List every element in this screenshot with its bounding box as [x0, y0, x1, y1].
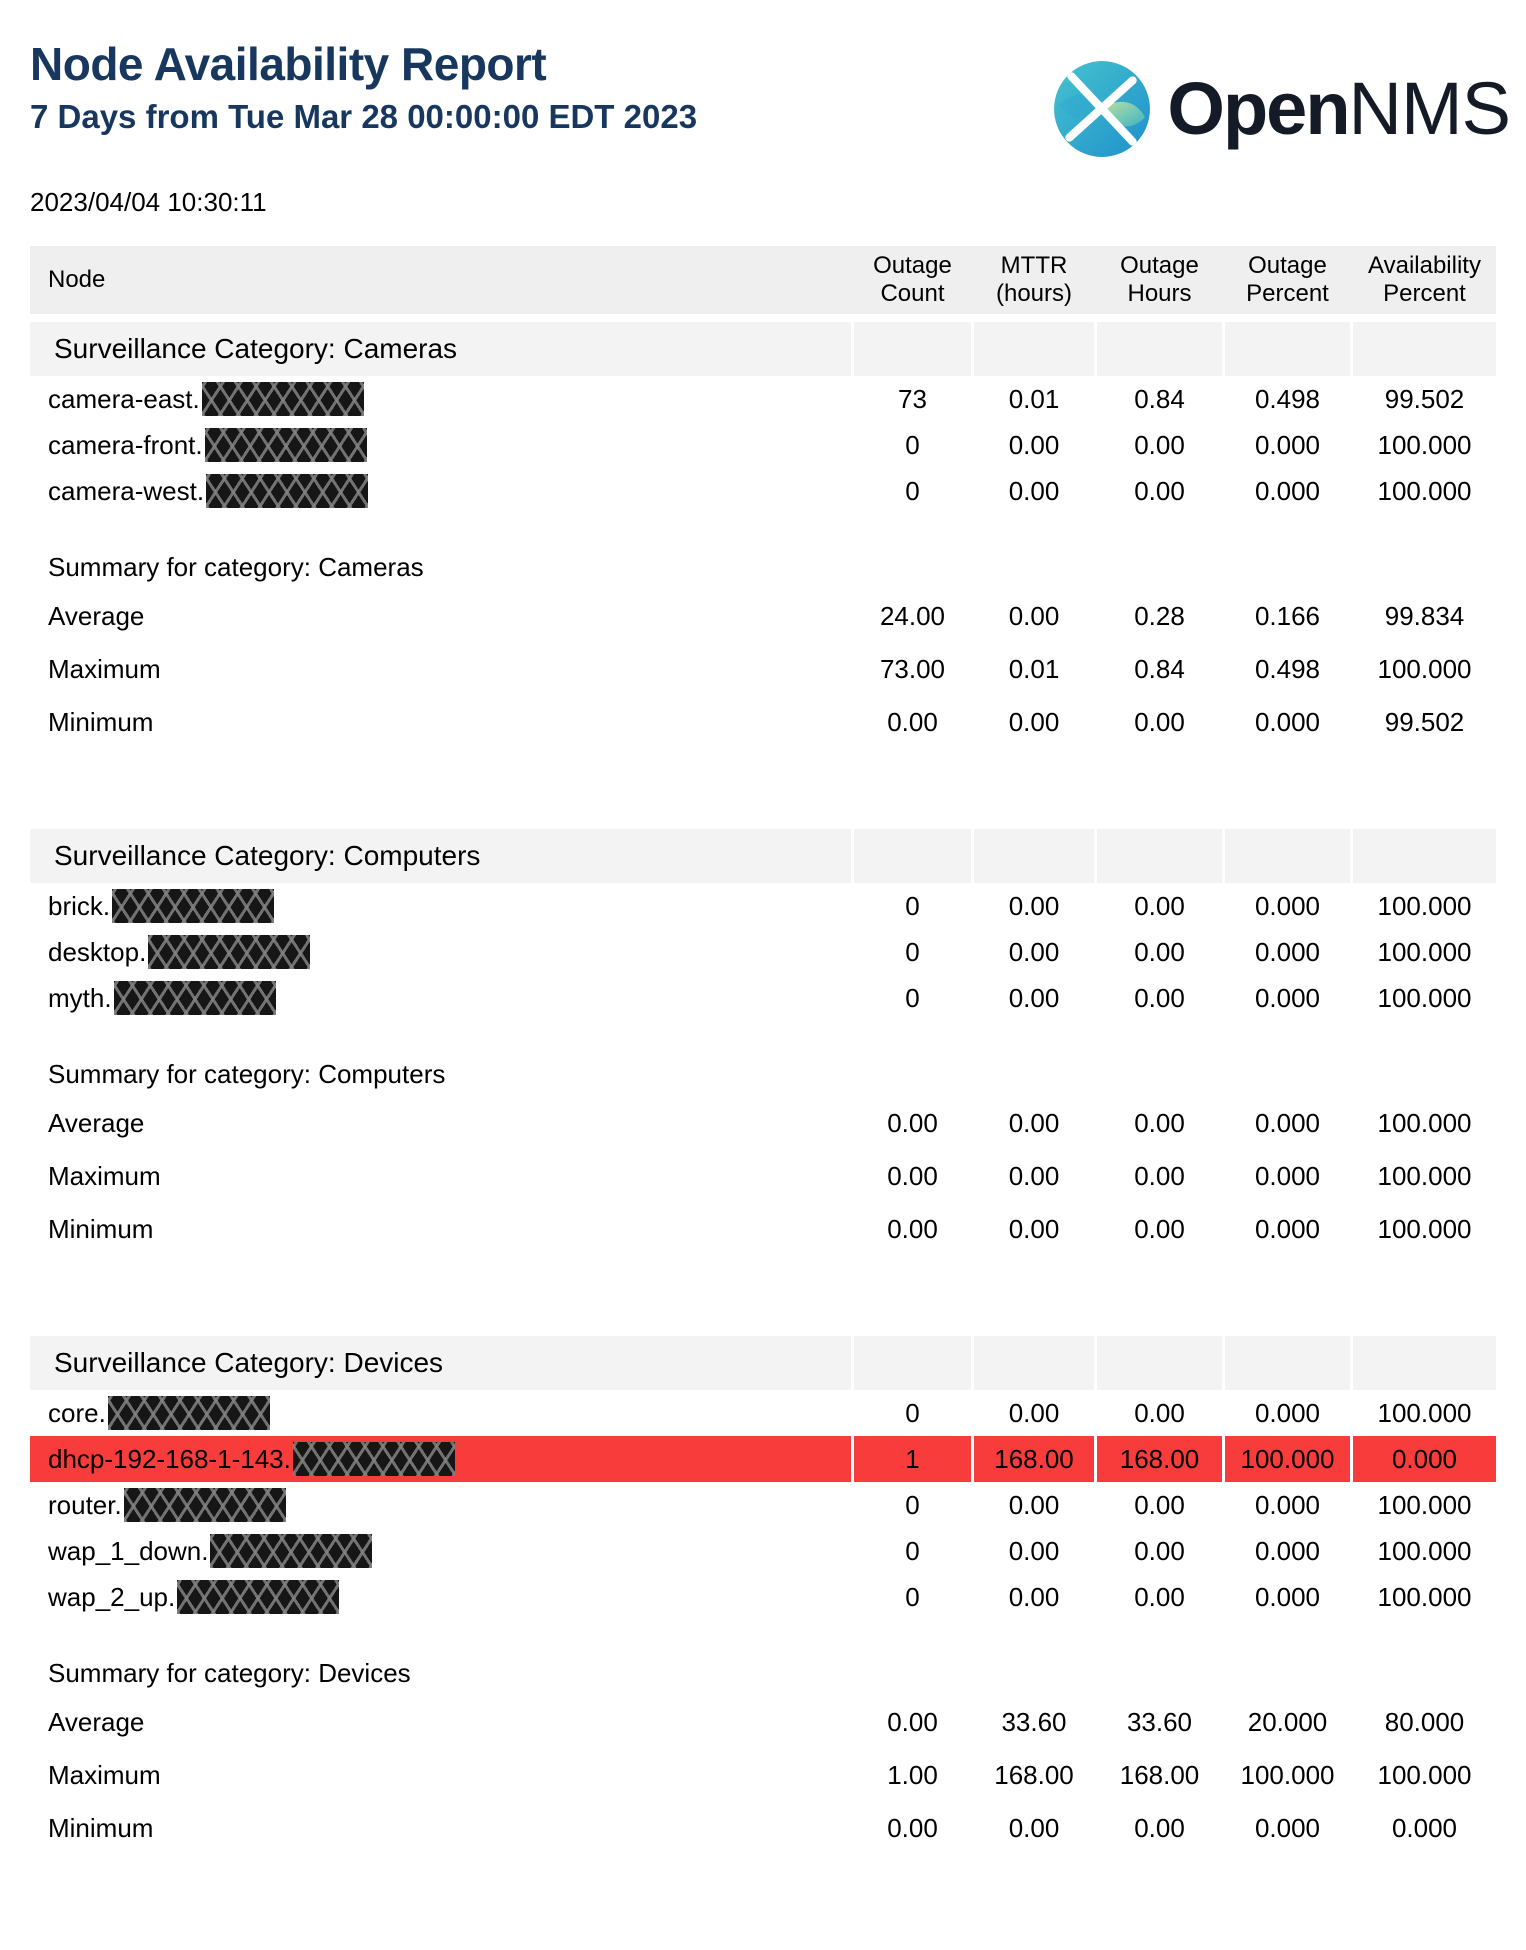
redacted-text	[114, 981, 276, 1015]
table-sections	[30, 322, 1496, 1855]
cell-value: 168.00	[1097, 1436, 1222, 1482]
cell-value: 0.00	[1134, 982, 1185, 1013]
node-name: router.	[48, 1489, 122, 1520]
column-header-outage-percent: Outage Percent	[1246, 252, 1329, 308]
opennms-logo	[1051, 58, 1510, 160]
cell-value: 0.00	[1008, 982, 1060, 1013]
availability-table	[30, 246, 1496, 1855]
redacted-text	[205, 428, 367, 462]
summary-label-row	[30, 1051, 1496, 1097]
cell-value: 0.00	[1134, 475, 1185, 506]
node-name: brick.	[48, 890, 111, 921]
surveillance-category-section	[30, 1336, 1496, 1855]
node-row	[30, 468, 1496, 514]
node-row	[30, 883, 1496, 929]
cell-value: 0.000	[1254, 936, 1321, 967]
cell-value: 100.000	[1240, 1760, 1335, 1791]
cell-value: 0.01	[1008, 383, 1060, 414]
cell-value: 0.00	[887, 1108, 938, 1139]
summary-row	[30, 696, 1496, 749]
cell-value: 0	[905, 890, 920, 921]
node-name: dhcp-192-168-1-143.	[48, 1443, 291, 1474]
summary-label: Summary for category: Devices	[48, 1657, 411, 1688]
cell-value: 0.000	[1254, 1161, 1321, 1192]
cell-value: 0	[905, 936, 920, 967]
summary-rows	[30, 590, 1496, 749]
table-header-row	[30, 246, 1496, 314]
node-name: camera-front.	[48, 429, 203, 460]
summary-row-label: Minimum	[48, 1214, 154, 1245]
cell-value: 0.00	[1008, 1813, 1060, 1844]
category-label: Surveillance Category: Cameras	[30, 322, 851, 376]
cell-value: 0.498	[1254, 654, 1321, 685]
cell-value: 168.00	[994, 1760, 1074, 1791]
cell-value: 0.000	[1254, 475, 1321, 506]
cell-value: 0.000	[1353, 1436, 1496, 1482]
node-row	[30, 1574, 1496, 1620]
cell-value: 100.000	[1377, 1397, 1472, 1428]
node-name: wap_1_down.	[48, 1535, 209, 1566]
report-period-subtitle: 7 Days from Tue Mar 28 00:00:00 EDT 2023	[30, 97, 698, 135]
summary-row	[30, 1802, 1496, 1855]
cell-value: 0.00	[1008, 1489, 1060, 1520]
cell-value: 0.000	[1254, 1581, 1321, 1612]
cell-value: 0.00	[1008, 1535, 1060, 1566]
surveillance-category-section	[30, 829, 1496, 1256]
cell-value: 168.00	[974, 1436, 1094, 1482]
redacted-text	[177, 1580, 339, 1614]
cell-value: 0.00	[1008, 429, 1060, 460]
cell-value: 0.00	[887, 1707, 938, 1738]
cell-value: 168.00	[1119, 1760, 1200, 1791]
cell-value: 0.00	[887, 1161, 938, 1192]
cell-value: 0.00	[1008, 1581, 1060, 1612]
cell-value: 0.000	[1254, 707, 1321, 738]
summary-label-row	[30, 544, 1496, 590]
summary-row	[30, 590, 1496, 643]
cell-value: 0.000	[1254, 1489, 1321, 1520]
cell-value: 0	[905, 1581, 920, 1612]
cell-value: 0.00	[887, 707, 938, 738]
redacted-text	[293, 1442, 455, 1476]
node-name: core.	[48, 1397, 106, 1428]
node-row	[30, 1528, 1496, 1574]
summary-row-label: Minimum	[48, 707, 154, 738]
summary-rows	[30, 1097, 1496, 1256]
summary-row	[30, 1150, 1496, 1203]
cell-value: 0.000	[1254, 1108, 1321, 1139]
cell-value: 0.00	[1008, 1161, 1060, 1192]
cell-value: 0.00	[1134, 429, 1185, 460]
category-label: Surveillance Category: Devices	[30, 1336, 851, 1390]
redacted-text	[202, 382, 364, 416]
node-name: desktop.	[48, 936, 147, 967]
redacted-text	[206, 474, 368, 508]
category-header-row	[30, 829, 1496, 883]
page-title: Node Availability Report	[30, 38, 547, 90]
cell-value: 100.000	[1377, 1760, 1472, 1791]
cell-value: 0.498	[1254, 383, 1321, 414]
cell-value: 0	[905, 429, 920, 460]
cell-value: 0.00	[887, 1214, 938, 1245]
column-header-outage-count: Outage Count	[873, 252, 952, 308]
cell-value: 99.834	[1384, 601, 1465, 632]
wordmark-nms: NMS	[1348, 67, 1510, 150]
redacted-text	[210, 1534, 372, 1568]
cell-value: 73	[898, 383, 927, 414]
redacted-text	[108, 1396, 270, 1430]
cell-value: 100.000	[1377, 475, 1472, 506]
cell-value: 0.00	[1134, 1489, 1185, 1520]
cell-value: 99.502	[1384, 383, 1465, 414]
node-rows	[30, 883, 1496, 1021]
cell-value: 0.00	[1008, 1214, 1060, 1245]
cell-value: 0.00	[1008, 601, 1060, 632]
node-row	[30, 1436, 1496, 1482]
node-row	[30, 1390, 1496, 1436]
cell-value: 100.000	[1377, 1108, 1472, 1139]
cell-value: 24.00	[879, 601, 946, 632]
node-row	[30, 975, 1496, 1021]
column-header-node: Node	[48, 266, 106, 294]
cell-value: 0.000	[1254, 1397, 1321, 1428]
cell-value: 0.000	[1254, 1813, 1321, 1844]
cell-value: 100.000	[1377, 1581, 1472, 1612]
summary-row	[30, 643, 1496, 696]
cell-value: 100.000	[1377, 890, 1472, 921]
summary-rows	[30, 1696, 1496, 1855]
cell-value: 0.84	[1134, 654, 1185, 685]
cell-value: 0.00	[1134, 1581, 1185, 1612]
cell-value: 100.000	[1377, 936, 1472, 967]
redacted-text	[124, 1488, 286, 1522]
cell-value: 33.60	[1001, 1707, 1067, 1738]
summary-row	[30, 1203, 1496, 1256]
cell-value: 100.000	[1377, 654, 1472, 685]
category-header-row	[30, 322, 1496, 376]
cell-value: 20.000	[1247, 1707, 1328, 1738]
node-name: camera-east.	[48, 383, 200, 414]
cell-value: 0	[905, 1535, 920, 1566]
cell-value: 100.000	[1377, 1161, 1472, 1192]
summary-row-label: Maximum	[48, 1760, 161, 1791]
report-generated-timestamp: 2023/04/04 10:30:11	[30, 187, 267, 218]
summary-row-label: Minimum	[48, 1813, 154, 1844]
cell-value: 0	[905, 475, 920, 506]
redacted-text	[148, 935, 310, 969]
cell-value: 0.00	[1134, 936, 1185, 967]
cell-value: 0.166	[1254, 601, 1321, 632]
node-name: wap_2_up.	[48, 1581, 176, 1612]
summary-row-label: Maximum	[48, 654, 161, 685]
cell-value: 0.00	[1134, 1813, 1185, 1844]
cell-value: 0.01	[1008, 654, 1060, 685]
cell-value: 100.000	[1377, 982, 1472, 1013]
cell-value: 0.000	[1254, 1535, 1321, 1566]
summary-row-label: Average	[48, 1108, 145, 1139]
node-row	[30, 422, 1496, 468]
summary-row	[30, 1097, 1496, 1150]
cell-value: 73.00	[879, 654, 946, 685]
redacted-text	[112, 889, 274, 923]
column-header-availability-percent: Availability Percent	[1368, 252, 1481, 308]
cell-value: 100.000	[1377, 1535, 1472, 1566]
column-header-mttr-hours: MTTR (hours)	[995, 252, 1073, 308]
cell-value: 0.00	[1134, 1108, 1185, 1139]
cell-value: 0.00	[1008, 936, 1060, 967]
cell-value: 0.00	[1134, 1214, 1185, 1245]
cell-value: 0.00	[1008, 1108, 1060, 1139]
surveillance-category-section	[30, 322, 1496, 749]
category-header-row	[30, 1336, 1496, 1390]
globe-x-icon	[1051, 58, 1153, 160]
node-name: myth.	[48, 982, 112, 1013]
summary-row-label: Maximum	[48, 1161, 161, 1192]
node-row	[30, 376, 1496, 422]
cell-value: 0.00	[1134, 1161, 1185, 1192]
cell-value: 1	[854, 1436, 971, 1482]
cell-value: 0.00	[1008, 890, 1060, 921]
node-row	[30, 1482, 1496, 1528]
cell-value: 80.000	[1384, 1707, 1465, 1738]
summary-row	[30, 1696, 1496, 1749]
node-rows	[30, 376, 1496, 514]
summary-label: Summary for category: Cameras	[48, 551, 424, 582]
node-row	[30, 929, 1496, 975]
cell-value: 0.00	[1008, 475, 1060, 506]
cell-value: 0.28	[1134, 601, 1185, 632]
cell-value: 0.00	[1134, 707, 1185, 738]
node-rows	[30, 1390, 1496, 1620]
cell-value: 0.00	[1134, 1397, 1185, 1428]
cell-value: 0.000	[1254, 890, 1321, 921]
column-header-outage-hours: Outage Hours	[1120, 252, 1199, 308]
cell-value: 1.00	[887, 1760, 938, 1791]
wordmark-open: Open	[1167, 67, 1349, 150]
summary-row-label: Average	[48, 601, 145, 632]
node-name: camera-west.	[48, 475, 205, 506]
opennms-wordmark	[1167, 67, 1510, 150]
summary-row	[30, 1749, 1496, 1802]
cell-value: 99.502	[1384, 707, 1465, 738]
cell-value: 0.00	[1008, 707, 1060, 738]
report-page	[0, 38, 1526, 1855]
cell-value: 100.000	[1377, 1489, 1472, 1520]
cell-value: 0.00	[1134, 890, 1185, 921]
cell-value: 100.000	[1225, 1436, 1350, 1482]
cell-value: 0.000	[1254, 429, 1321, 460]
cell-value: 0	[905, 1489, 920, 1520]
cell-value: 0.00	[887, 1813, 938, 1844]
cell-value: 0.000	[1391, 1813, 1458, 1844]
summary-label-row	[30, 1650, 1496, 1696]
summary-row-label: Average	[48, 1707, 145, 1738]
cell-value: 33.60	[1126, 1707, 1193, 1738]
cell-value: 0.000	[1254, 1214, 1321, 1245]
cell-value: 100.000	[1377, 1214, 1472, 1245]
category-label: Surveillance Category: Computers	[30, 829, 851, 883]
cell-value: 0.00	[1134, 1535, 1185, 1566]
cell-value: 100.000	[1377, 429, 1472, 460]
cell-value: 0.000	[1254, 982, 1321, 1013]
cell-value: 0	[905, 1397, 920, 1428]
cell-value: 0.84	[1134, 383, 1185, 414]
summary-label: Summary for category: Computers	[48, 1058, 446, 1089]
cell-value: 0	[905, 982, 920, 1013]
cell-value: 0.00	[1008, 1397, 1060, 1428]
